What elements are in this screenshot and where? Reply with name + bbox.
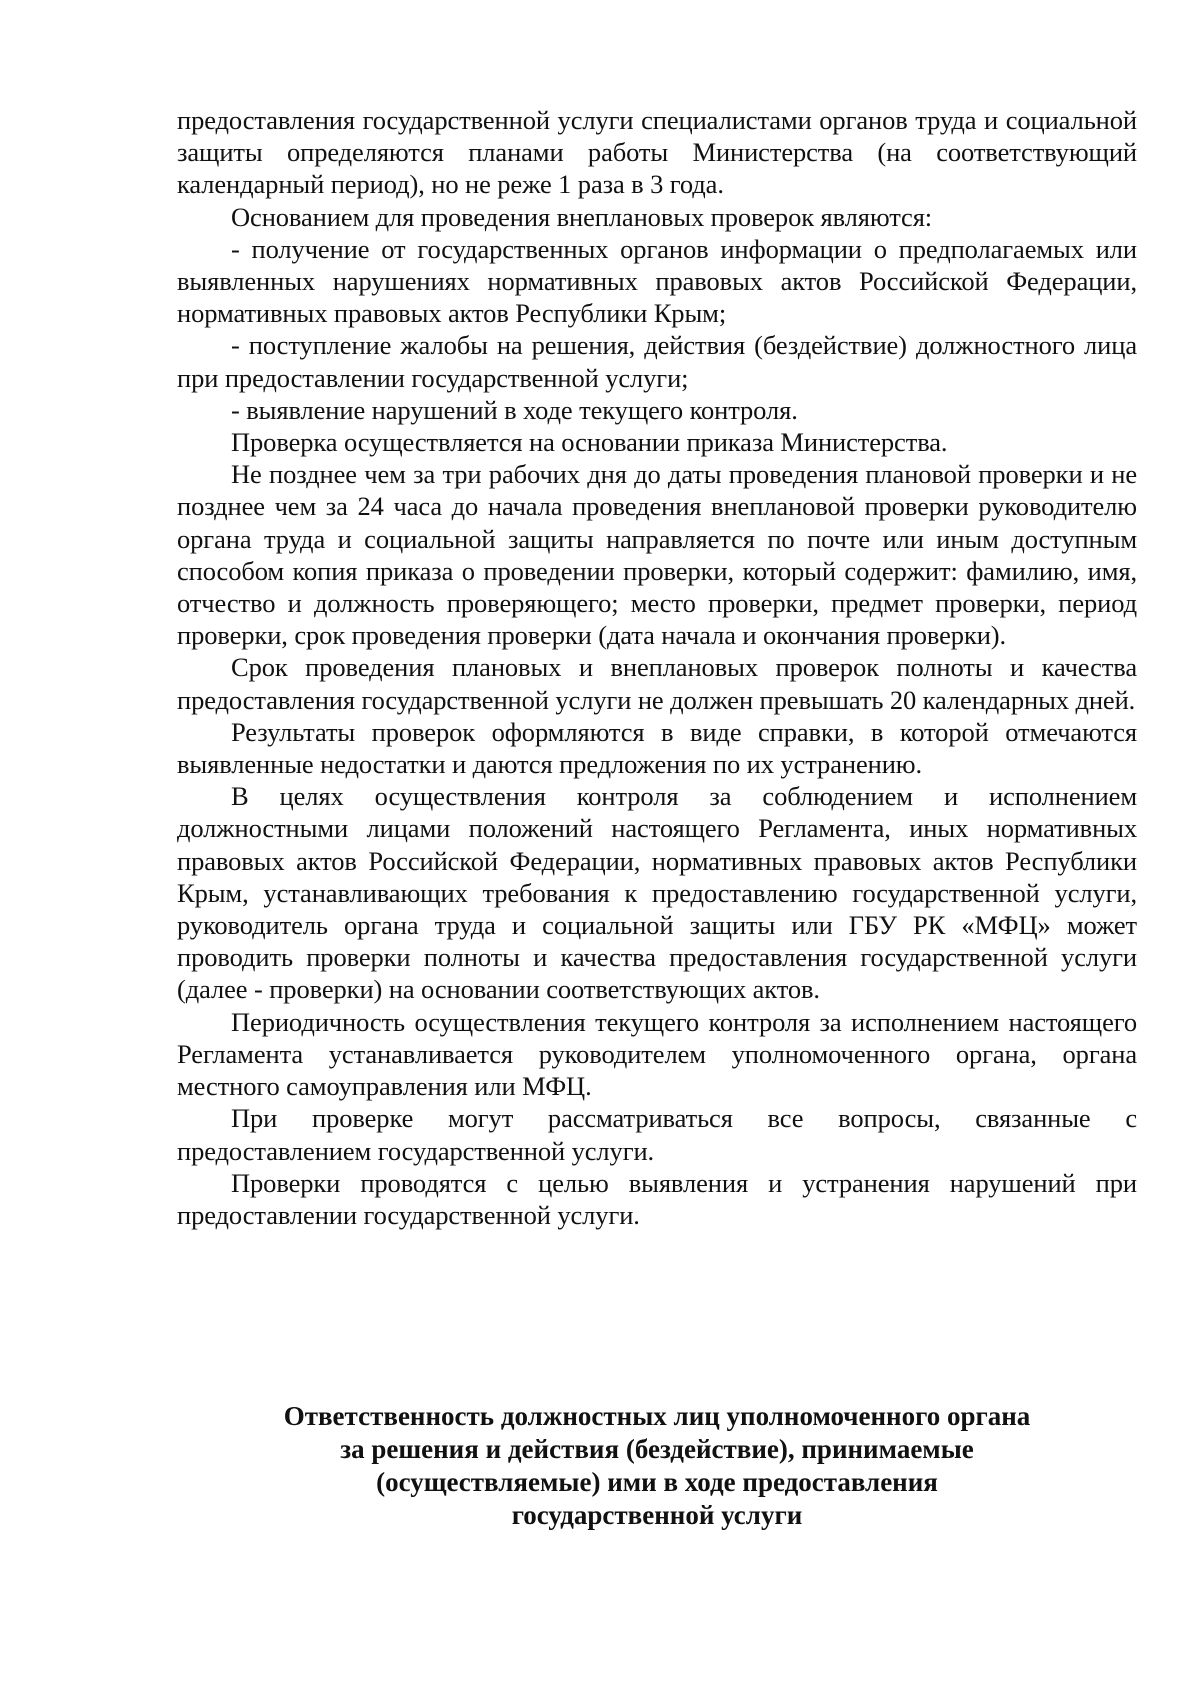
paragraph-6: Проверка осуществляется на основании приказа Министерства. bbox=[231, 427, 948, 458]
heading-line-4: государственной услуги bbox=[511, 1500, 803, 1530]
paragraph-13: Проверки проводятся с целью выявления и устранения нарушений при предоставлении государственной услуги. bbox=[177, 1167, 1137, 1230]
body-text bbox=[177, 104, 1137, 1231]
paragraph-10: В целях осуществления контроля за соблюдением и исполнением должностными лицами положений настоящего Регламента, иных нормативных правовых актов Российской Федерации, нормативных правовых актов Республики Крым, устанавливающих требования к предоставлению государственной услуги, руководитель органа труда и социальной защиты или ГБУ РК «МФЦ» может проводить проверки полноты и качества предоставления государственной услуги (далее - проверки) на основании соответствующих актов. bbox=[177, 781, 1137, 1005]
paragraph-11: Периодичность осуществления текущего контроля за исполнением настоящего Регламента устанавливается руководителем уполномоченного органа, органа местного самоуправления или МФЦ. bbox=[177, 1006, 1137, 1102]
paragraph-1: предоставления государственной услуги специалистами органов труда и социальной защиты определяются планами работы Министерства (на соответствующий календарный период), но не реже 1 раза в 3 года. bbox=[177, 105, 1137, 200]
heading-line-2: за решения и действия (бездействие), принимаемые bbox=[340, 1434, 974, 1464]
paragraph-5: - выявление нарушений в ходе текущего контроля. bbox=[231, 394, 798, 425]
paragraph-7: Не позднее чем за три рабочих дня до даты проведения плановой проверки и не позднее чем за 24 часа до начала проведения внеплановой проверки руководителю органа труда и социальной защиты направляется по почте или иным доступным способом копия приказа о проведении проверки, который содержит: фамилию, имя, отчество и должность проверяющего; место проверки, предмет проверки, период проверки, срок проведения проверки (дата начала и окончания проверки). bbox=[177, 459, 1137, 651]
paragraph-8: Срок проведения плановых и внеплановых проверок полноты и качества предоставления государственной услуги не должен превышать 20 календарных дней. bbox=[177, 652, 1137, 715]
paragraph-2: Основанием для проведения внеплановых проверок являются: bbox=[231, 201, 933, 232]
paragraph-4: - поступление жалобы на решения, действия (бездействие) должностного лица при предоставлении государственной услуги; bbox=[177, 330, 1137, 393]
paragraph-3: - получение от государственных органов информации о предполагаемых или выявленных нарушениях нормативных правовых актов Российской Федерации, нормативных правовых актов Республики Крым; bbox=[177, 233, 1137, 329]
heading-line-1: Ответственность должностных лиц уполномоченного органа bbox=[283, 1401, 1031, 1431]
section-heading bbox=[177, 1400, 1137, 1532]
heading-line-3: (осуществляемые) ими в ходе предоставления bbox=[376, 1467, 938, 1497]
paragraph-9: Результаты проверок оформляются в виде справки, в которой отмечаются выявленные недостатки и даются предложения по их устранению. bbox=[177, 716, 1137, 780]
paragraph-12: При проверке могут рассматриваться все вопросы, связанные с предоставлением государственной услуги. bbox=[177, 1103, 1137, 1166]
